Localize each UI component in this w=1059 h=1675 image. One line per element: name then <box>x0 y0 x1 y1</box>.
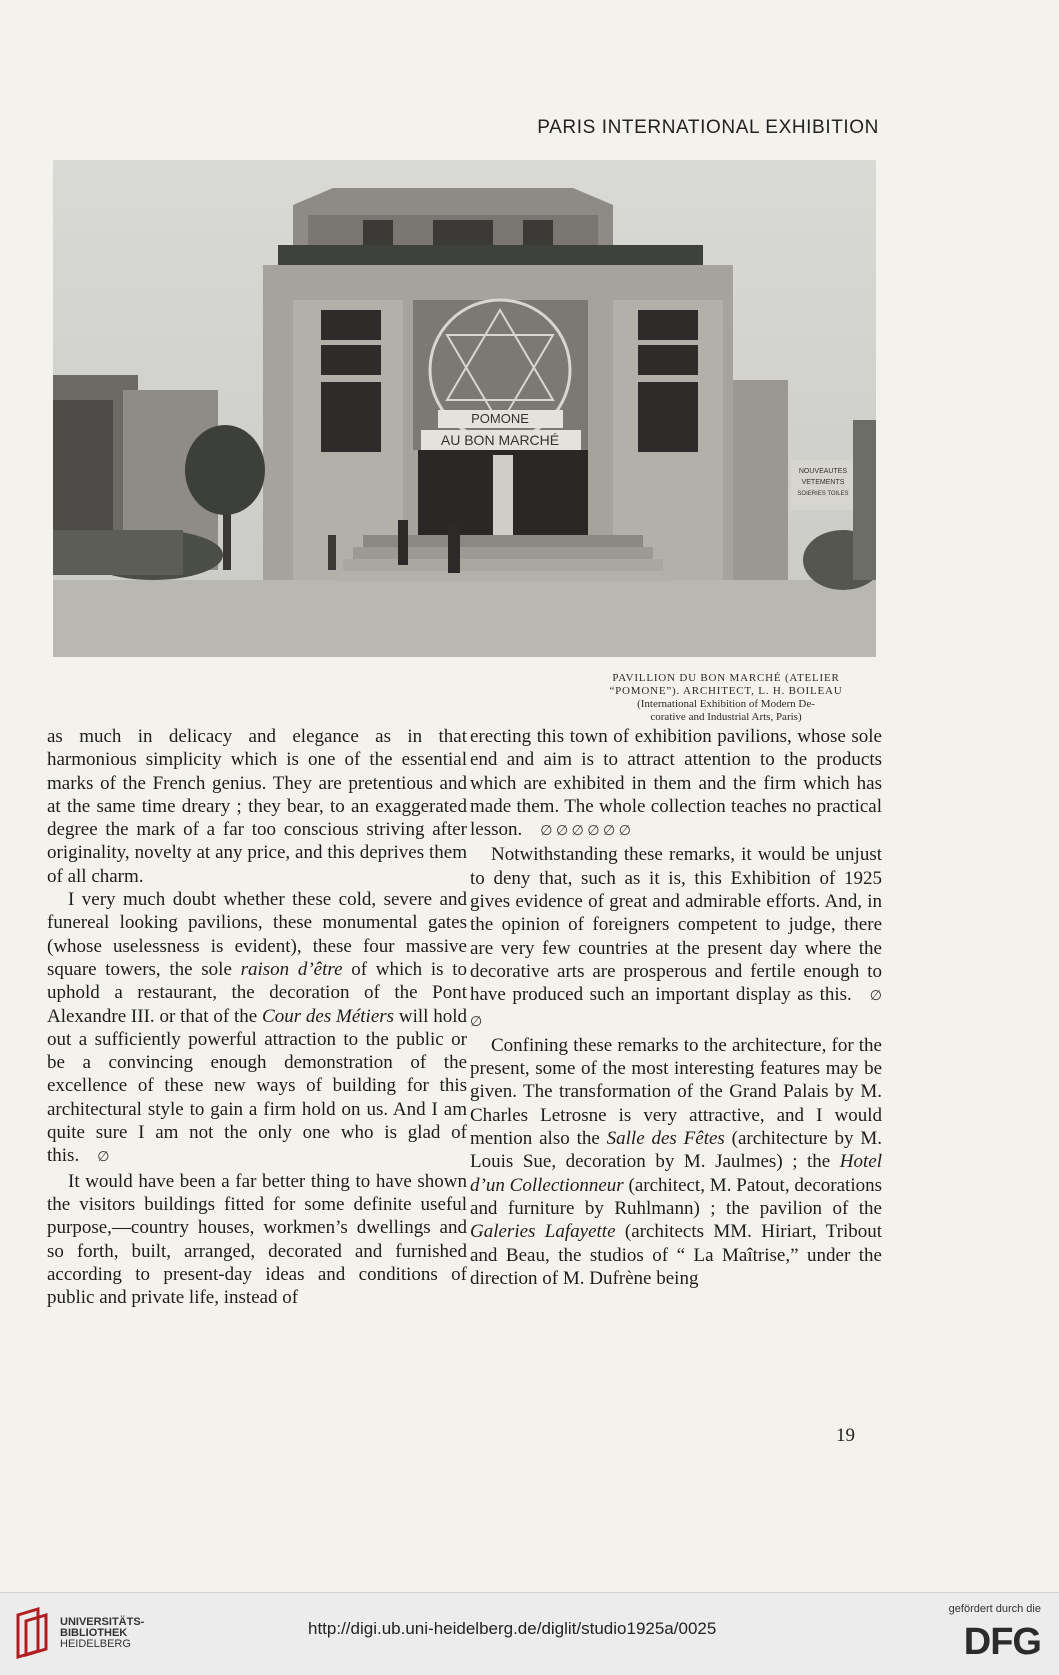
university-library-name <box>60 1617 144 1650</box>
right-paragraph-3-text-c: (architect, M. Patout, decorations and furniture by Ruhlmann) ; the pavilion of the <box>470 1174 882 1219</box>
university-library-logo-icon <box>12 1605 52 1661</box>
emphasis-raison-detre: raison d’être <box>240 958 343 980</box>
emphasis-cour-des-metiers: Cour des Métiers <box>262 1005 395 1027</box>
right-paragraph-1 <box>470 725 882 843</box>
dfg-logo: DFG <box>963 1621 1041 1663</box>
leaf-ornament-icon: ∅ ∅ <box>470 989 882 1030</box>
page-number: 19 <box>836 1425 855 1446</box>
left-column <box>47 725 467 1309</box>
caption-line-2: “POMONE”). ARCHITECT, L. H. BOILEAU <box>609 685 843 697</box>
left-paragraph-2-text-c: will hold out a sufficiently powerful attraction to the public or be a convincing enough demonstration of the excellence of these new ways of building for this architectural style to gain a firm hold on us. And I am quite sure I am not the only one who is glad of this. <box>47 1005 467 1167</box>
side-sign-line-1: NOUVEAUTES <box>798 468 848 475</box>
caption-line-3: (International Exhibition of Modern De- <box>637 698 815 710</box>
right-column <box>470 725 882 1290</box>
funded-by-label: gefördert durch die <box>948 1603 1041 1615</box>
pavilion-illustration <box>53 160 876 657</box>
caption-line-1: PAVILLION DU BON MARCHÉ (ATELIER <box>612 672 840 684</box>
uni-name-line-2: BIBLIOTHEK <box>60 1627 128 1639</box>
leaf-ornament-icon: ∅ ∅ ∅ ∅ ∅ ∅ <box>540 824 631 840</box>
left-paragraph-1-text: as much in delicacy and elegance as in that harmonious simplicity which is one of the essential marks of the French genius. They are pretentious and at the same time dreary ; they bear, to an exaggerated degree the mark of a far too conscious striving after originality, novelty at any price, and this deprives them of all charm. <box>47 726 467 887</box>
emphasis-galeries-lafayette: Galeries Lafayette <box>470 1221 616 1243</box>
leaf-ornament-icon: ∅ <box>97 1150 110 1166</box>
right-paragraph-2-text: Notwithstanding these remarks, it would be unjust to deny that, such as it is, this Exhibition of 1925 gives evidence of great and admirable efforts. And, in the opinion of foreigners competent to judge, there are very few countries at the present day where the decorative arts are prosperous and fertile enough to have produced such an important display as this. <box>470 844 882 1006</box>
pavilion-sign-pomone: POMONE <box>471 411 529 426</box>
left-paragraph-3 <box>47 1170 467 1310</box>
side-sign-line-2: VETEMENTS <box>801 479 845 486</box>
caption-line-4: corative and Industrial Arts, Paris) <box>650 711 802 723</box>
left-paragraph-2 <box>47 888 467 1170</box>
side-sign-line-3: SOIERIES TOILES <box>797 491 849 497</box>
permalink-url[interactable]: http://digi.ub.uni-heidelberg.de/diglit/studio1925a/0025 <box>308 1619 717 1638</box>
left-paragraph-1 <box>47 725 467 888</box>
right-paragraph-2 <box>470 843 882 1033</box>
digitization-footer <box>0 1592 1059 1675</box>
pavilion-sign-bon-marche: AU BON MARCHÉ <box>440 432 560 448</box>
left-paragraph-3-text: It would have been a far better thing to have shown the visitors buildings fitted for some definite useful purpose,—country houses, workmen’s dwellings and so forth, built, arranged, decorated and furnished according to present-day ideas and conditions of public and private life, instead of <box>47 1170 467 1309</box>
emphasis-hotel-dun-collectionneur: Hotel d’un Collectionneur <box>470 1151 882 1196</box>
uni-name-line-1: UNIVERSITÄTS- <box>60 1616 145 1628</box>
emphasis-salle-des-fetes: Salle des Fêtes <box>606 1128 725 1150</box>
right-paragraph-3-text-a: Confining these remarks to the architecture, for the present, some of the most interesting features may be given. The transformation of the Grand Palais by M. Charles Letrosne is very attractive, and I would mention also the <box>470 1034 882 1150</box>
left-paragraph-2-text-a: I very much doubt whether these cold, severe and funereal looking pavilions, these monumental gates (whose uselessness is evident), these four massive square towers, the sole <box>47 889 467 980</box>
running-head: PARIS INTERNATIONAL EXHIBITION <box>537 117 879 138</box>
right-paragraph-3-text-d: (architects MM. Hiriart, Tribout and Beau, the studios of “ La Maîtrise,” under the direction of M. Dufrène being <box>470 1221 883 1289</box>
pavilion-photograph <box>53 160 876 657</box>
right-paragraph-3 <box>470 1034 882 1290</box>
right-paragraph-3-text-b: (architecture by M. Louis Sue, decoration by M. Jaulmes) ; the <box>470 1128 882 1173</box>
left-paragraph-2-text-b: of which is to uphold a restaurant, the decoration of the Pont Alexandre III. or that of the <box>47 958 467 1027</box>
right-paragraph-1-text: erecting this town of exhibition pavilions, whose sole end and aim is to attract attention to the products which are exhibited in them and the firm which has made them. The whole collection teaches no practical lesson. <box>470 726 882 841</box>
photo-caption <box>566 672 886 724</box>
uni-name-line-3: HEIDELBERG <box>60 1638 131 1650</box>
